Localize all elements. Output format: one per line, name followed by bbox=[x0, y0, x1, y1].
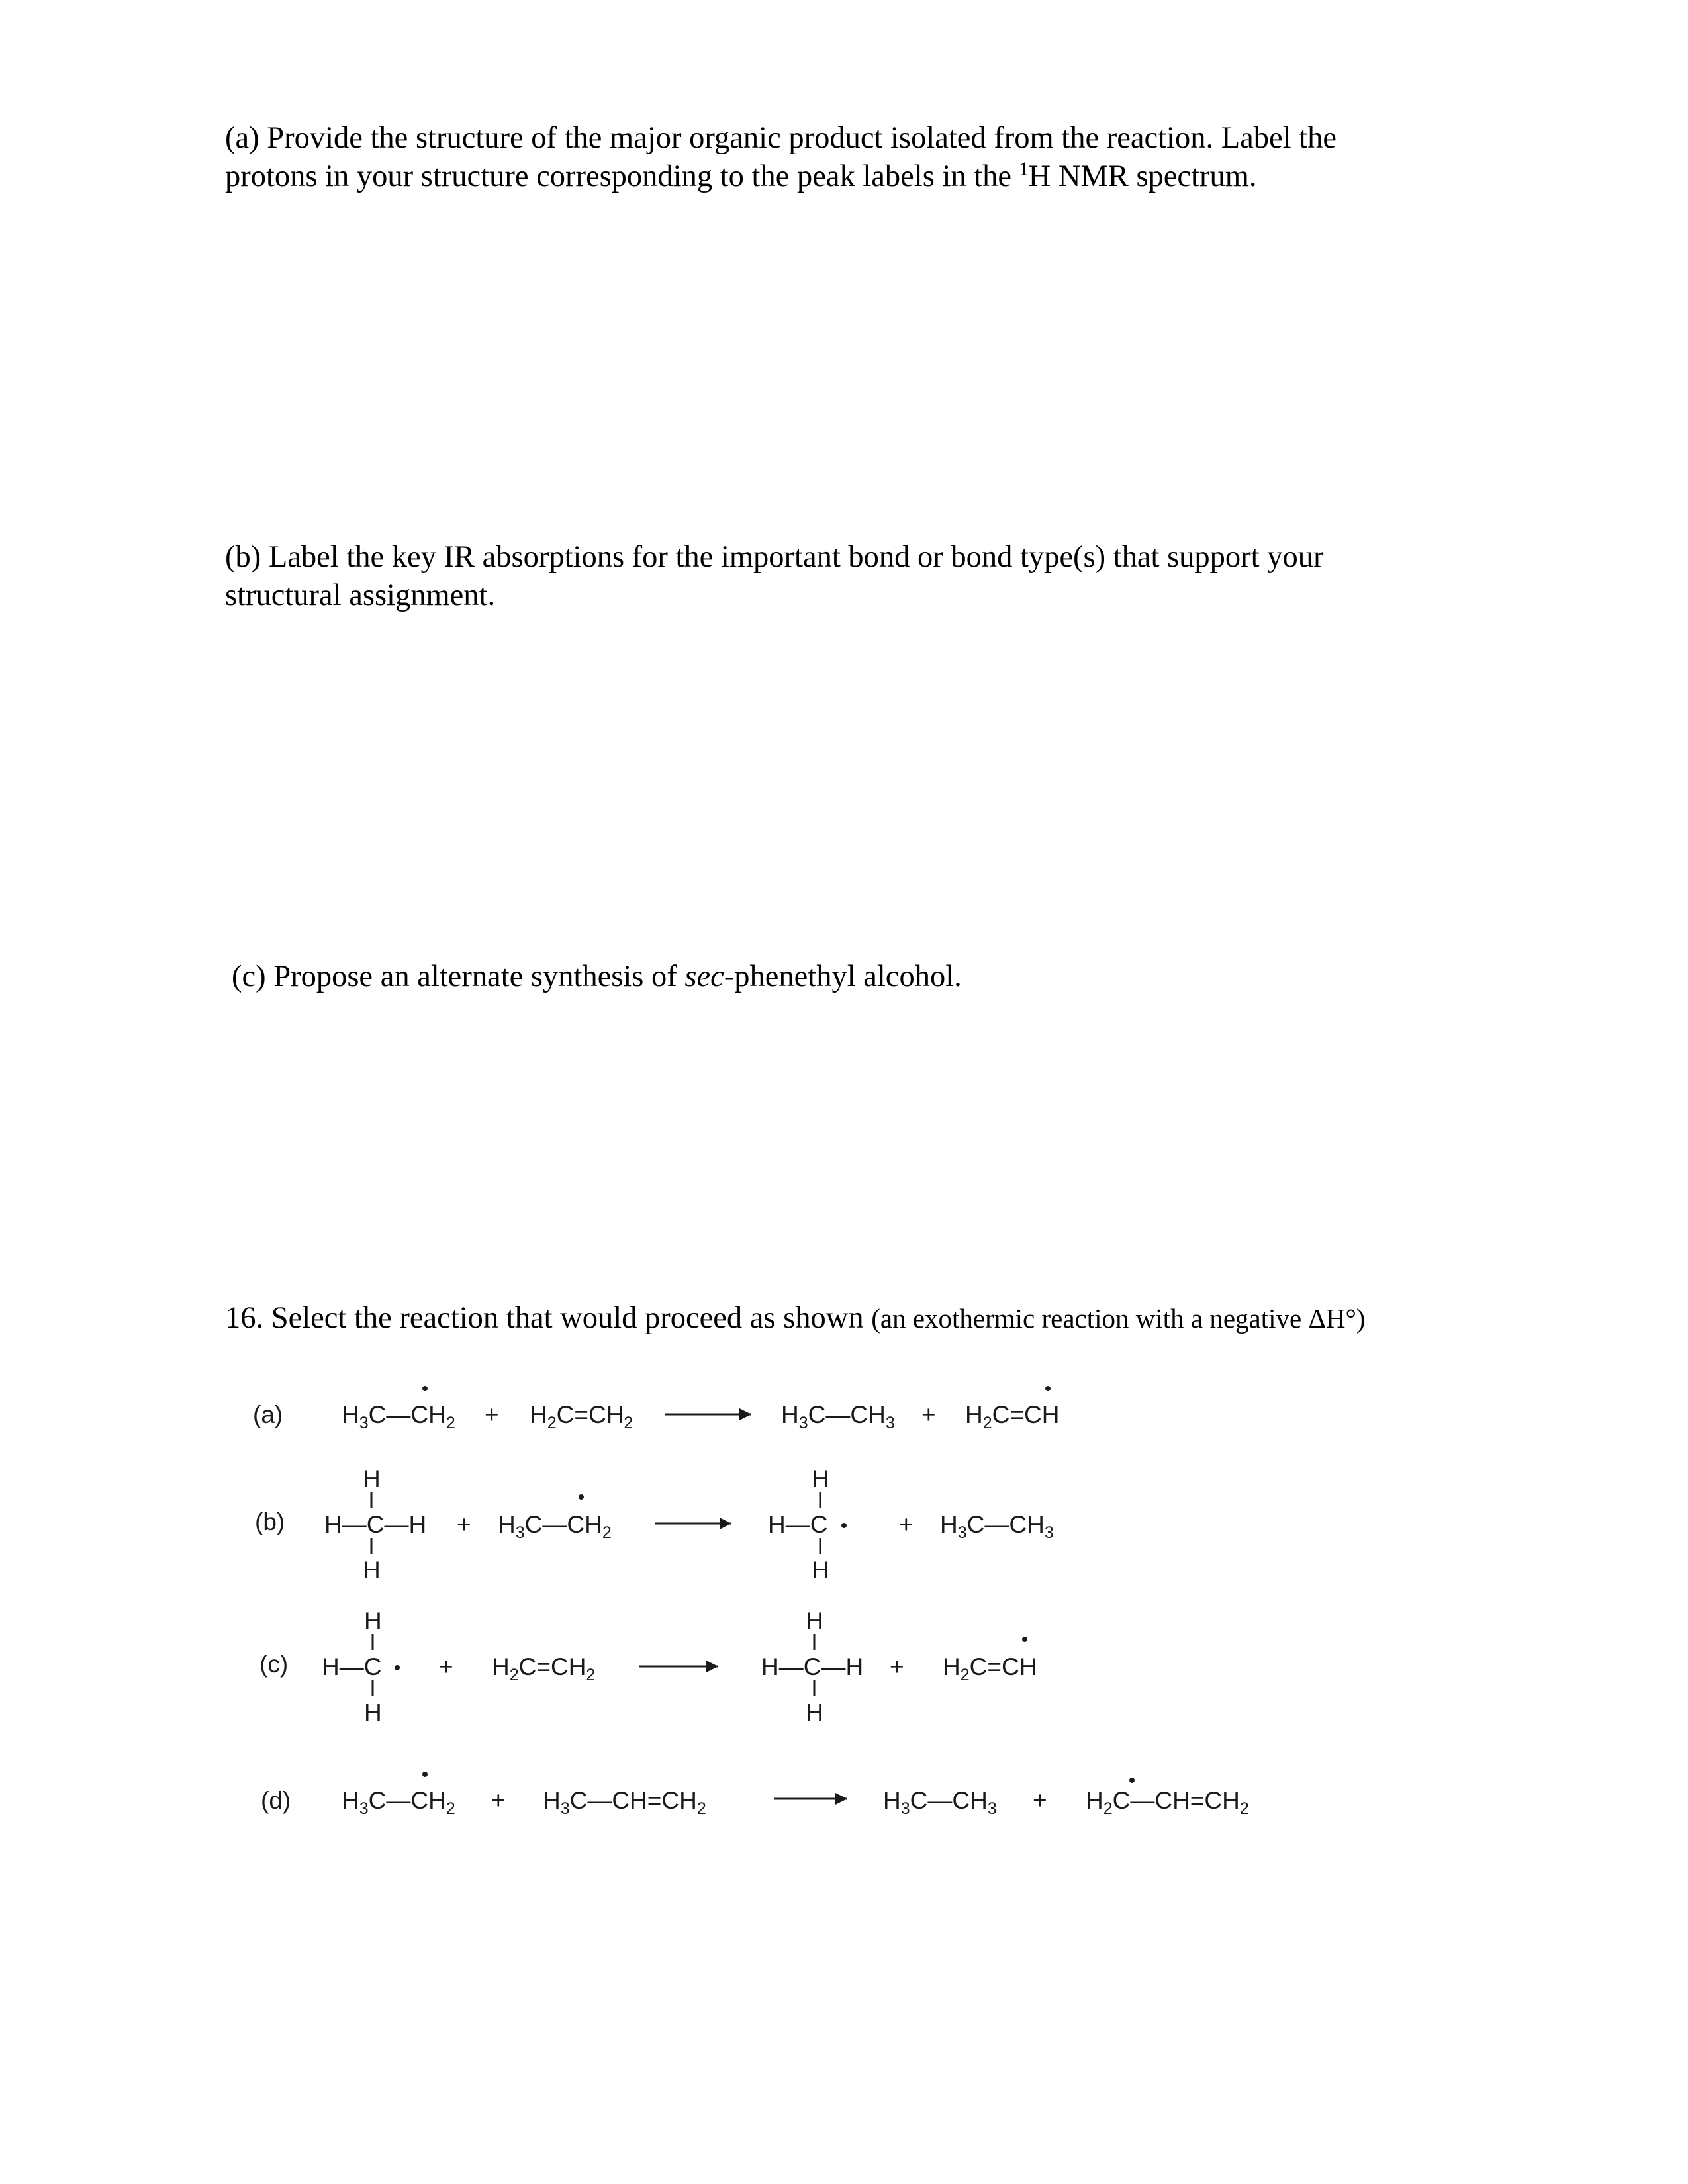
atom-h: H bbox=[364, 1608, 382, 1635]
reaction-d-product2: $H_2C—CH=CH_2$ bbox=[1086, 1787, 1249, 1818]
reaction-d bbox=[261, 1772, 1249, 1818]
reaction-b-product2: $H_3C—CH_3$ bbox=[940, 1511, 1054, 1542]
question-16: 16. Select the reaction that would proceed as shown (an exothermic reaction with a negative ΔH°) bbox=[225, 1301, 1366, 1335]
reaction-c-label: (c) bbox=[259, 1651, 289, 1678]
atom-h: H bbox=[812, 1557, 829, 1584]
reaction-c bbox=[259, 1608, 1037, 1726]
reaction-c-reactant2: $H_2C=CH_2$ bbox=[492, 1653, 596, 1684]
atom-h: H bbox=[363, 1557, 381, 1584]
question-c: (c) Propose an alternate synthesis of sec-phenethyl alcohol. bbox=[232, 960, 962, 993]
plus-sign: + bbox=[439, 1653, 453, 1680]
radical-dot bbox=[422, 1386, 428, 1391]
reaction-a-reactant1: $H_3C—CH_2$ bbox=[342, 1401, 455, 1432]
reaction-c-product1: H—C—H bbox=[761, 1653, 864, 1680]
plus-sign: + bbox=[899, 1511, 914, 1538]
radical-dot bbox=[1129, 1778, 1135, 1783]
plus-sign: + bbox=[457, 1511, 471, 1538]
question-a-line1: (a) Provide the structure of the major organic product isolated from the reaction. Label the bbox=[225, 121, 1336, 155]
reaction-b-reactant2: $H_3C—CH_2$ bbox=[498, 1511, 612, 1542]
atom-h: H bbox=[364, 1699, 382, 1726]
reaction-a-label: (a) bbox=[253, 1401, 283, 1428]
reaction-a bbox=[253, 1386, 1059, 1432]
plus-sign: + bbox=[485, 1401, 499, 1428]
radical-dot bbox=[422, 1772, 428, 1777]
plus-sign: + bbox=[491, 1787, 506, 1814]
reaction-a-product2: $H_2C=CH$ bbox=[965, 1401, 1060, 1432]
reaction-b-label: (b) bbox=[255, 1508, 285, 1535]
question-a-line2: protons in your structure corresponding to the peak labels in the $^1$H NMR spectrum. bbox=[225, 159, 1257, 193]
radical-dot bbox=[841, 1523, 847, 1528]
reaction-c-reactant1: H—C bbox=[322, 1653, 382, 1680]
atom-h: H bbox=[363, 1465, 381, 1492]
reaction-d-reactant1: $H_3C—CH_2$ bbox=[342, 1787, 455, 1818]
reaction-d-reactant2: $H_3C—CH=CH_2$ bbox=[543, 1787, 706, 1818]
question-b-line1: (b) Label the key IR absorptions for the important bond or bond type(s) that support your bbox=[225, 540, 1324, 574]
reaction-a-product1: $H_3C—CH_3$ bbox=[781, 1401, 895, 1432]
plus-sign: + bbox=[921, 1401, 936, 1428]
reaction-a-reactant2: $H_2C=CH_2$ bbox=[530, 1401, 633, 1432]
plus-sign: + bbox=[1033, 1787, 1047, 1814]
reaction-b-product1: H—C bbox=[768, 1511, 828, 1538]
reaction-b-reactant1: H—C—H bbox=[324, 1511, 427, 1538]
radical-dot bbox=[395, 1665, 400, 1670]
reaction-c-product2: $H_2C=CH$ bbox=[943, 1653, 1037, 1684]
radical-dot bbox=[1045, 1386, 1051, 1391]
radical-dot bbox=[579, 1494, 584, 1500]
reaction-d-label: (d) bbox=[261, 1787, 291, 1814]
atom-h: H bbox=[806, 1699, 823, 1726]
reaction-b bbox=[255, 1465, 1054, 1584]
plus-sign: + bbox=[890, 1653, 904, 1680]
question-b-line2: structural assignment. bbox=[225, 578, 496, 612]
reaction-d-product1: $H_3C—CH_3$ bbox=[883, 1787, 997, 1818]
atom-h: H bbox=[806, 1608, 823, 1635]
radical-dot bbox=[1022, 1637, 1027, 1642]
atom-h: H bbox=[812, 1465, 829, 1492]
